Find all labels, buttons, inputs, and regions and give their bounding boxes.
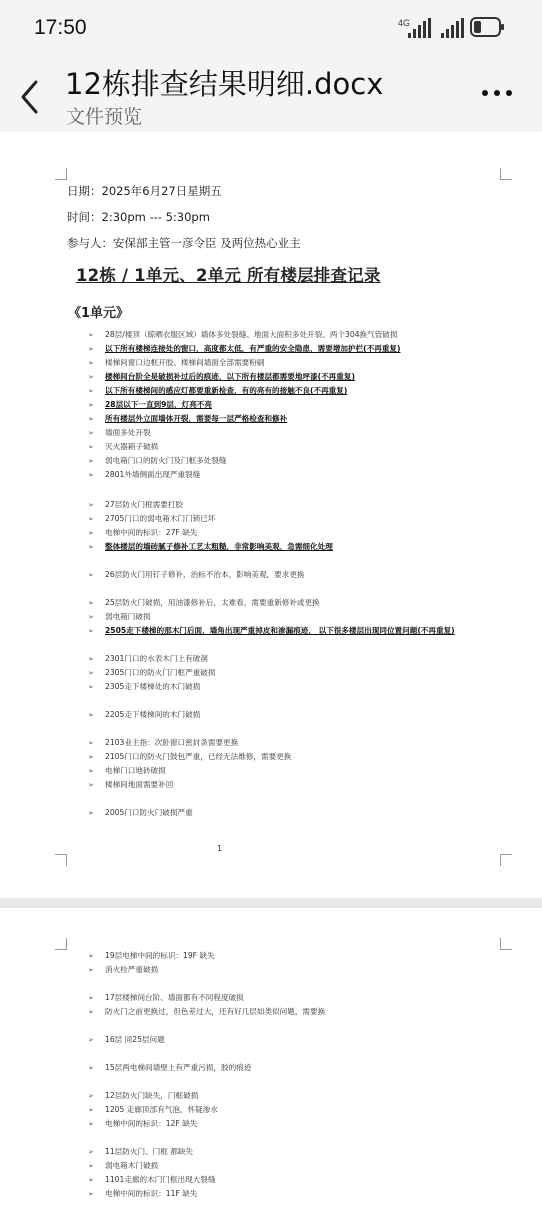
list-item [88,738,238,748]
list-item-text: 2705门口的弱电箱木门门锁已坏 [105,514,216,523]
bullet-arrow-icon: ➢ [88,373,94,381]
bullet-arrow-icon: ➢ [88,443,94,451]
list-item [88,668,215,678]
bullet-arrow-icon: ➢ [88,627,94,635]
list-item [88,358,264,368]
list-item [88,1035,165,1045]
bullet-arrow-icon: ➢ [88,767,94,775]
list-item [88,951,215,961]
list-item-text: 防火门之前更换过，但色差过大，还有好几层如类似问题，需要换 [105,1007,326,1016]
bullet-arrow-icon: ➢ [88,1106,94,1114]
bullet-arrow-icon: ➢ [88,1036,94,1044]
list-item-text: 2505走下楼梯的那木门后面，墙角出现严重掉皮和渗漏痕迹， 以下很多楼层出现同位置问题(不再重复) [105,626,455,635]
4g-signal-icon [398,17,434,39]
list-item [88,330,398,340]
wifi-signal-icon [440,17,466,39]
list-item [88,682,200,692]
list-item [88,542,333,552]
list-item [88,1189,197,1199]
list-item-text: 电梯中间的标识：27F 缺失 [105,528,198,537]
list-item-text: 28层以下一直到9层，灯亮不亮 [105,400,212,409]
bullet-arrow-icon: ➢ [88,1092,94,1100]
list-item-text: 弱电箱门口的防火门及门框多处裂缝 [105,456,227,465]
bullet-arrow-icon: ➢ [88,471,94,479]
list-item [88,500,183,510]
bullet-arrow-icon: ➢ [88,387,94,395]
list-item [88,654,208,664]
list-item-text: 12层防火门缺失，门框破损 [105,1091,199,1100]
list-item-text: 16层 同25层问题 [105,1035,165,1044]
bullet-arrow-icon: ➢ [88,415,94,423]
bullet-arrow-icon: ➢ [88,571,94,579]
list-item-text: 28层/楼顶（晾晒衣服区域）墙体多处裂缝、地面大面积多处开裂、两个304换气管破损 [105,330,398,339]
page-corner-mark [55,938,67,950]
list-item [88,780,173,790]
list-item [88,414,287,424]
document-viewer[interactable] [0,132,542,1206]
bullet-arrow-icon: ➢ [88,781,94,789]
list-item-text: 2105门口的防火门鼓包严重，已经无法维修，需要更换 [105,752,292,761]
document-title: 12栋排查结果明细.docx [65,67,384,101]
page-corner-mark [500,168,512,180]
bullet-arrow-icon: ➢ [88,655,94,663]
list-item-text: 26层防火门用钉子修补，治标不治本，影响美观，要求更换 [105,570,305,579]
bullet-arrow-icon: ➢ [88,429,94,437]
bullet-arrow-icon: ➢ [88,711,94,719]
meeting-participants: 参与人：安保部主管一彦令臣 及两位热心业主 [67,236,301,250]
bullet-arrow-icon: ➢ [88,1064,94,1072]
bullet-arrow-icon: ➢ [88,739,94,747]
list-item-text: 墙面多处开裂 [105,428,151,437]
bullet-arrow-icon: ➢ [88,1120,94,1128]
bullet-arrow-icon: ➢ [88,1190,94,1198]
list-item [88,470,200,480]
bullet-arrow-icon: ➢ [88,809,94,817]
page-corner-mark [55,854,67,866]
list-item [88,710,200,720]
list-item [88,400,212,410]
page-number: 1 [217,844,223,853]
list-item [88,386,347,396]
bullet-arrow-icon: ➢ [88,331,94,339]
bullet-arrow-icon: ➢ [88,515,94,523]
bullet-arrow-icon: ➢ [88,401,94,409]
list-item [88,514,215,524]
bullet-arrow-icon: ➢ [88,1008,94,1016]
bullet-arrow-icon: ➢ [88,952,94,960]
list-item-text: 17层楼梯间台阶、墙面都有不同程度破损 [105,993,244,1002]
section-heading: 《1单元》 [68,306,130,321]
list-item-text: 电梯中间的标识：12F 缺失 [105,1119,198,1128]
back-arrow-icon[interactable] [14,74,48,118]
network-type-label: 4G [398,18,411,28]
bullet-arrow-icon: ➢ [88,1148,94,1156]
list-item-text: 消火栓严重破损 [105,965,159,974]
list-item [88,612,151,622]
list-item-text: 2305走下楼梯处的木门破损 [105,682,201,691]
bullet-arrow-icon: ➢ [88,994,94,1002]
list-item [88,965,158,975]
list-item-text: 27层防火门框需要打胶 [105,500,184,509]
list-item-text: 楼梯间台阶全是破损补过后的痕迹，以下所有楼层都需要地坪漆(不再重复) [105,372,355,381]
list-item [88,1119,197,1129]
list-item-text: 灭火器箱子破损 [105,442,159,451]
list-item [88,626,455,636]
list-item [88,1161,158,1171]
list-item-text: 楼梯间窗口边框开胶、楼梯间墙面全部需要粉刷 [105,358,265,367]
bullet-arrow-icon: ➢ [88,966,94,974]
list-item-text: 19层电梯中间的标识：19F 缺失 [105,951,215,960]
list-item-text: 25层防火门破损，用油漆修补后，太难看，需要重新修补或更换 [105,598,320,607]
list-item-text: 1205 走廊顶部有气泡，怀疑渗水 [105,1105,218,1114]
list-item [88,1175,215,1185]
list-item [88,344,401,354]
bullet-arrow-icon: ➢ [88,345,94,353]
app-bar [0,56,542,132]
page-corner-mark [500,854,512,866]
list-item-text: 整体楼层的墙砖腻子修补工艺太粗糙，非常影响美观，急需细化处理 [105,542,333,551]
list-item-text: 电梯中间的标识：11F 缺失 [105,1189,198,1198]
list-item [88,456,227,466]
bullet-arrow-icon: ➢ [88,753,94,761]
list-item-text: 2305门口的防火门门框严重破损 [105,668,216,677]
list-item-text: 2301门口的水表木门上有破洞 [105,654,208,663]
list-item-text: 2205走下楼梯间的木门破损 [105,710,201,719]
list-item [88,428,151,438]
bullet-arrow-icon: ➢ [88,543,94,551]
list-item [88,528,197,538]
status-time: 17:50 [34,16,87,39]
document-subtitle: 文件预览 [66,106,143,128]
list-item [88,752,291,762]
status-bar [0,0,542,56]
bullet-arrow-icon: ➢ [88,669,94,677]
list-item [88,570,305,580]
list-item-text: 楼梯间地面需要补回 [105,780,174,789]
bullet-arrow-icon: ➢ [88,599,94,607]
bullet-arrow-icon: ➢ [88,457,94,465]
page-corner-mark [55,168,67,180]
list-item-text: 以下所有楼梯连接处的窗口，高度都太低，有严重的安全隐患，需要增加护栏(不再重复) [105,344,401,353]
list-item [88,1007,325,1017]
list-item-text: 1101走廊的木门门框出现大裂缝 [105,1175,216,1184]
list-item [88,1063,251,1073]
list-item-text: 2103业主指：次卧窗口密封条需要更换 [105,738,239,747]
meeting-time: 时间：2:30pm --- 5:30pm [67,210,210,224]
list-item [88,766,166,776]
list-item [88,372,355,382]
bullet-arrow-icon: ➢ [88,501,94,509]
document-heading: 12栋 / 1单元、2单元 所有楼层排查记录 [76,266,381,285]
list-item [88,598,320,608]
meeting-date: 日期：2025年6月27日星期五 [67,184,222,198]
list-item [88,1147,193,1157]
list-item-text: 弱电箱木门破损 [105,1161,159,1170]
list-item-text: 所有楼层外立面墙体开裂，需要每一层严格检查和修补 [105,414,288,423]
list-item [88,808,193,818]
list-item-text: 2801外墙侧面出现严重裂缝 [105,470,201,479]
more-dots-icon[interactable] [482,90,514,98]
bullet-arrow-icon: ➢ [88,683,94,691]
page-corner-mark [500,938,512,950]
list-item-text: 2005门口防火门破损严重 [105,808,193,817]
list-item-text: 以下所有楼梯间的感应灯都要重新检查，有的亮有的接触不良(不再重复) [105,386,348,395]
list-item [88,993,244,1003]
list-item [88,442,158,452]
list-item [88,1105,218,1115]
battery-icon [470,16,506,38]
bullet-arrow-icon: ➢ [88,529,94,537]
bullet-arrow-icon: ➢ [88,613,94,621]
list-item [88,1091,198,1101]
document-page-2 [0,908,542,1206]
document-page-1 [0,132,542,898]
bullet-arrow-icon: ➢ [88,1162,94,1170]
list-item-text: 11层防火门、门框 都缺失 [105,1147,194,1156]
list-item-text: 电梯门口地砖破损 [105,766,166,775]
bullet-arrow-icon: ➢ [88,1176,94,1184]
list-item-text: 弱电箱门破损 [105,612,151,621]
bullet-arrow-icon: ➢ [88,359,94,367]
list-item-text: 15层两电梯间墙壁上有严重污损，胶的痕迹 [105,1063,252,1072]
